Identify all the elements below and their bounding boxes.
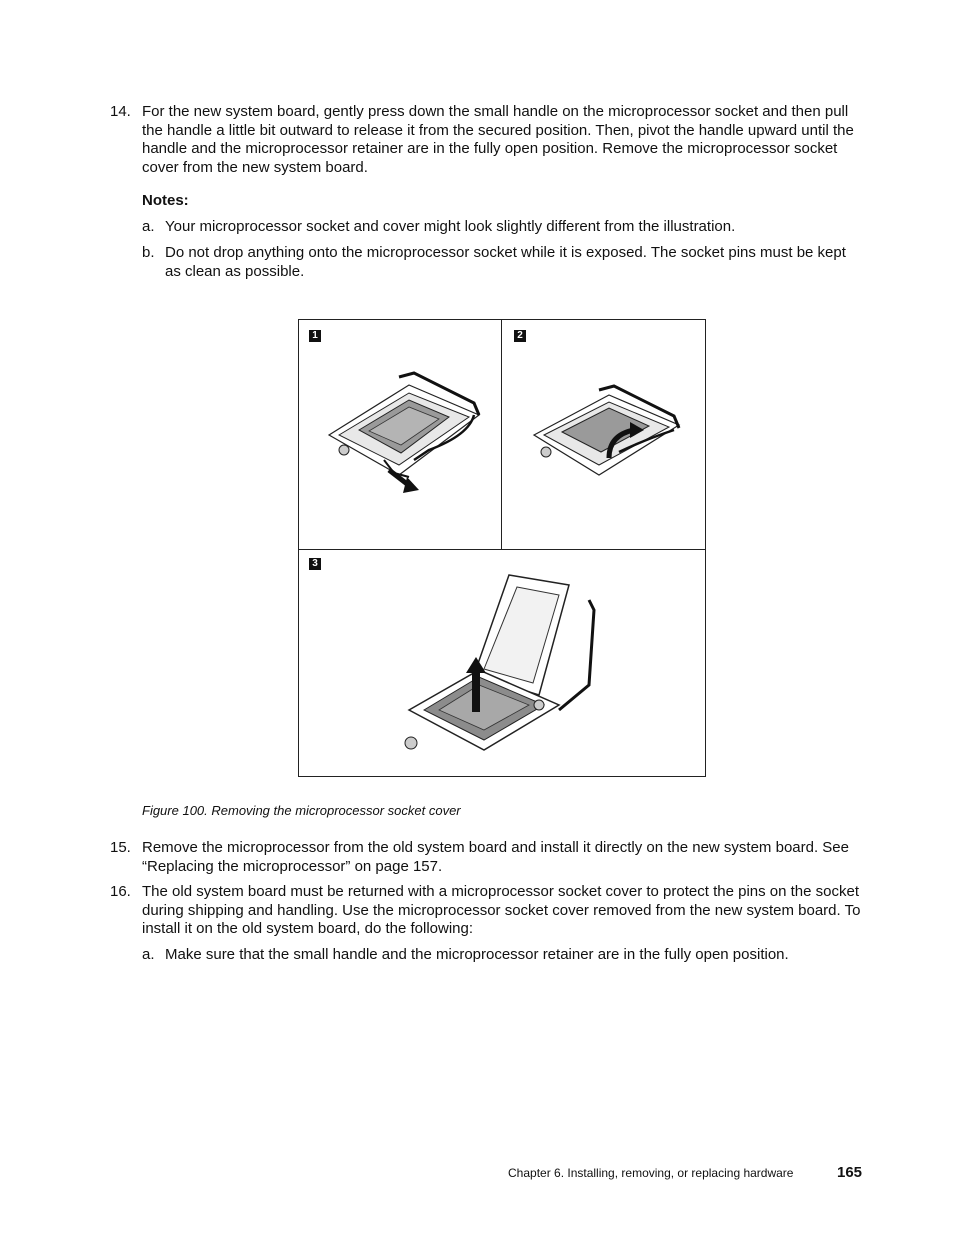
note-text: Your microprocessor socket and cover might look slightly different from the illustration.	[165, 218, 736, 235]
step-text: Remove the microprocessor from the old system board and install it directly on the new system board. See “Replacing the microprocessor” on page 157.	[142, 839, 849, 875]
notes-heading: Notes:	[142, 192, 189, 209]
note-letter: b.	[142, 244, 155, 261]
panel-2-illustration	[524, 380, 694, 500]
step-text: For the new system board, gently press down the small handle on the microprocessor socket and then pull the handle a little bit outward to release it from the secured position. Then, pivot the handle upward until the handle and the microprocessor retainer are in the fully open position. Remove the microprocessor socket cover from the new system board.	[142, 103, 854, 176]
note-a	[142, 218, 862, 237]
panel-3-badge: 3	[309, 558, 321, 570]
panel-1-illustration	[319, 365, 489, 505]
note-letter: a.	[142, 218, 155, 235]
step-16	[110, 883, 862, 939]
sub-letter: a.	[142, 946, 155, 963]
panel-1-badge: 1	[309, 330, 321, 342]
step-14	[110, 103, 862, 177]
step-text: The old system board must be returned with a microprocessor socket cover to protect the pins on the socket during shipping and handling. Use the microprocessor socket cover removed from the new system board. To install it on the old system board, do the following:	[142, 883, 861, 938]
step-number: 16.	[110, 883, 131, 900]
panel-3-illustration	[399, 565, 609, 765]
panel-divider-vertical	[501, 320, 502, 549]
step-number: 15.	[110, 839, 131, 856]
page-number: 165	[837, 1164, 863, 1181]
step-15	[110, 839, 862, 876]
panel-divider-horizontal	[299, 549, 705, 550]
step-16-sub-a	[142, 946, 862, 965]
note-text: Do not drop anything onto the microprocessor socket while it is exposed. The socket pins must be kept as clean as possible.	[165, 244, 846, 280]
figure-caption: Figure 100. Removing the microprocessor socket cover	[142, 803, 461, 818]
note-b	[142, 244, 862, 281]
footer-chapter: Chapter 6. Installing, removing, or replacing hardware	[508, 1166, 794, 1180]
figure-socket-cover	[298, 319, 706, 777]
sub-text: Make sure that the small handle and the microprocessor retainer are in the fully open position.	[165, 946, 789, 963]
panel-2-badge: 2	[514, 330, 526, 342]
step-number: 14.	[110, 103, 131, 120]
